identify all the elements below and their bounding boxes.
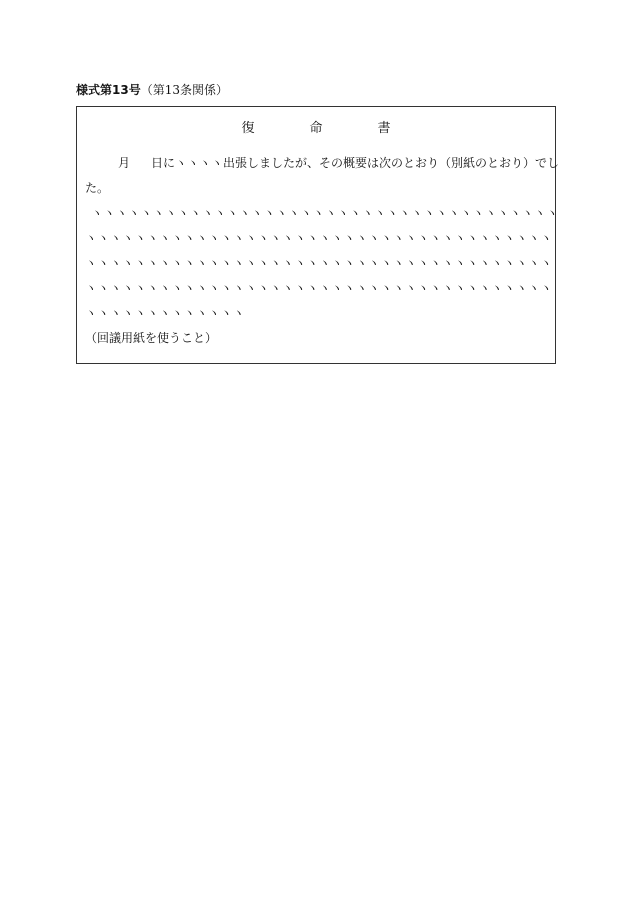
report-title-char-3: 書 bbox=[377, 121, 391, 136]
form-number: 様式第13号 bbox=[76, 83, 141, 97]
report-form-box bbox=[76, 106, 560, 364]
day-label: 日に bbox=[151, 156, 176, 170]
month-label: 月 bbox=[118, 156, 131, 170]
report-title-char-1: 復 bbox=[241, 121, 255, 136]
placeholder-mark-line: ヽヽヽヽヽヽヽヽヽヽヽヽヽ bbox=[85, 306, 245, 320]
placeholder-mark-line: ヽヽヽヽヽヽヽヽヽヽヽヽヽヽヽヽヽヽヽヽヽヽヽヽヽヽヽヽヽヽヽヽヽヽヽヽヽヽ bbox=[91, 206, 559, 220]
form-article-reference: （第13条関係） bbox=[140, 83, 228, 97]
placeholder-mark-line: ヽヽヽヽヽヽヽヽヽヽヽヽヽヽヽヽヽヽヽヽヽヽヽヽヽヽヽヽヽヽヽヽヽヽヽヽヽヽ bbox=[85, 281, 553, 295]
usage-note: （回議用紙を使うこと） bbox=[85, 331, 218, 345]
report-title bbox=[77, 121, 555, 137]
report-title-char-2: 命 bbox=[309, 121, 323, 136]
placeholder-mark-line: ヽヽヽヽヽヽヽヽヽヽヽヽヽヽヽヽヽヽヽヽヽヽヽヽヽヽヽヽヽヽヽヽヽヽヽヽヽヽ bbox=[85, 256, 553, 270]
destination-placeholder-marks: ヽヽヽヽ bbox=[175, 156, 224, 170]
form-header bbox=[76, 82, 228, 98]
report-sentence-line-1 bbox=[85, 151, 560, 176]
report-sentence-line-2 bbox=[85, 176, 549, 201]
placeholder-mark-line: ヽヽヽヽヽヽヽヽヽヽヽヽヽヽヽヽヽヽヽヽヽヽヽヽヽヽヽヽヽヽヽヽヽヽヽヽヽヽ bbox=[85, 231, 553, 245]
report-body bbox=[85, 151, 560, 351]
report-sentence-end: た。 bbox=[85, 181, 110, 195]
report-sentence-text: 出張しましたが、その概要は次のとおり（別紙のとおり）でし bbox=[223, 156, 560, 170]
